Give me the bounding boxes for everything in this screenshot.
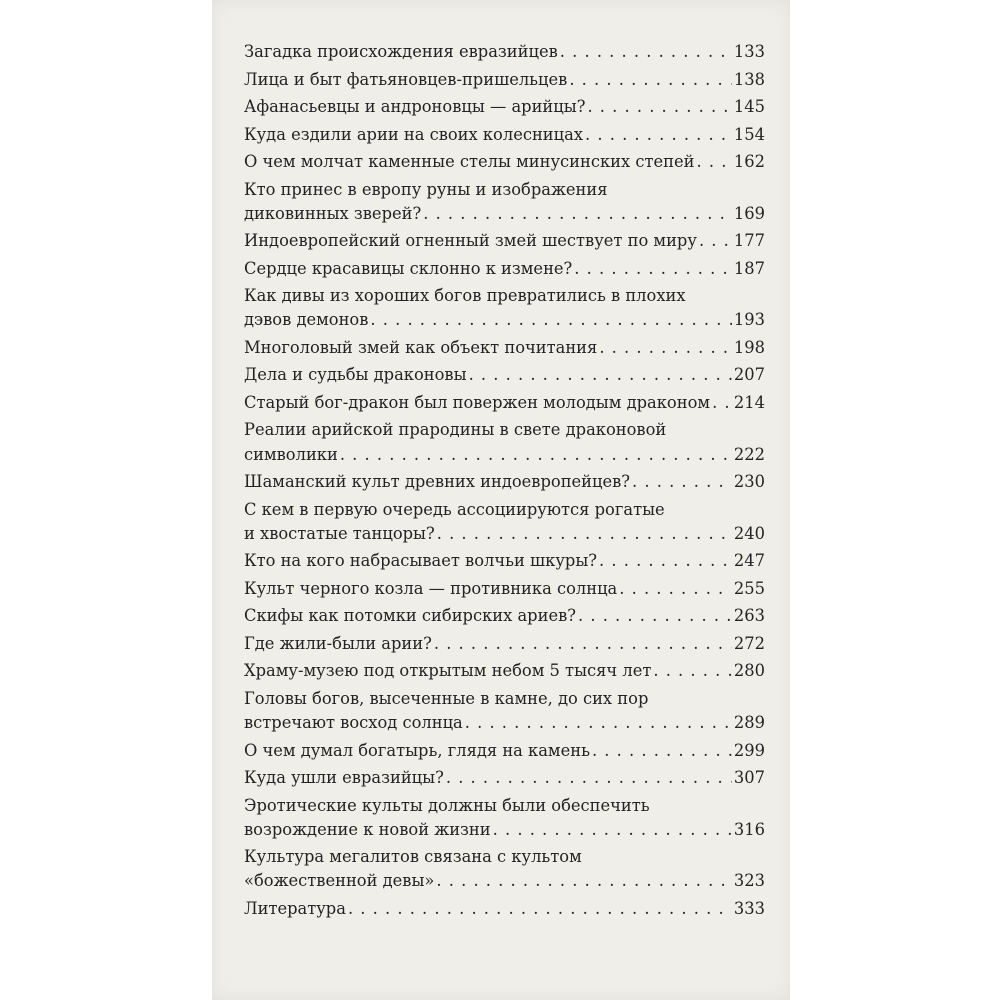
toc-entry [244,418,765,466]
toc-entry-title-line1: Культура мегалитов связана с культом [244,847,582,867]
dot-leader [699,229,732,253]
toc-entry [244,95,765,119]
toc-entry [244,794,765,842]
toc-entry-title-line1: Эротические культы должны были обеспечить [244,795,650,815]
toc-page-number: 133 [733,42,765,61]
toc-entry-title: и хвостатые танцоры? [244,523,435,543]
dot-leader [712,391,732,415]
toc-page-number: 289 [733,713,765,733]
toc-page-number: 316 [733,819,765,839]
toc-entry-title: Культ черного козла — противника солнца [244,578,618,598]
toc-page-number: 307 [733,768,765,788]
toc-page-number: 255 [733,578,765,598]
toc-entry [244,391,765,415]
toc-entry-title: Куда ушли евразийцы? [244,768,444,788]
toc-entry-title: «божественной девы» [244,871,435,891]
toc-page-number: 138 [733,69,765,89]
toc-entry-title: Лица и быт фатьяновцев-пришельцев [244,69,568,89]
toc-entry-title: Старый бог-дракон был повержен молодым драконом [244,392,711,412]
toc-page-number: 169 [733,203,765,223]
toc-entry-title: О чем думал богатырь, глядя на камень [244,740,590,760]
toc-page-number: 154 [733,124,765,144]
dot-leader [348,897,732,921]
toc-entry-title-line1: Головы богов, высеченные в камне, до сих пор [244,688,649,708]
toc-entry-title: Где жили-были арии? [244,633,432,653]
toc-entry [244,845,765,893]
toc-entry-title: Шаманский культ древних индоевропейцев? [244,472,631,492]
toc-page-number: 214 [733,392,765,412]
table-of-contents [244,40,765,924]
dot-leader [423,202,732,226]
dot-leader [437,522,732,546]
toc-entry [244,150,765,174]
toc-entry [244,229,765,253]
toc-entry-title: Сердце красавицы склонно к измене? [244,258,573,278]
dot-leader [592,739,732,763]
dot-leader [465,711,732,735]
toc-entry [244,766,765,790]
toc-entry [244,687,765,735]
toc-page-number: 247 [733,551,765,571]
toc-entry [244,257,765,281]
dot-leader [587,95,731,119]
toc-page-number: 240 [733,523,765,543]
toc-page-number: 193 [733,310,765,330]
toc-entry-title: символики [244,444,338,464]
dot-leader [632,470,732,494]
dot-leader [697,150,732,174]
dot-leader [619,577,732,601]
toc-entry-title-line1: Реалии арийской прародины в свете драконовой [244,420,667,440]
dot-leader [569,68,732,92]
toc-entry-title: возрождение к новой жизни [244,819,491,839]
dot-leader [370,308,732,332]
dot-leader [599,336,732,360]
dot-leader [446,766,732,790]
toc-entry [244,632,765,656]
toc-page-number: 333 [733,898,765,918]
toc-page-number: 145 [733,97,765,116]
dot-leader [436,869,732,893]
dot-leader [493,818,732,842]
toc-entry [244,123,765,147]
toc-entry [244,604,765,628]
dot-leader [574,257,732,281]
toc-page-number: 280 [733,661,765,681]
toc-entry [244,470,765,494]
toc-page-number: 198 [733,337,765,357]
toc-entry-title: Скифы как потомки сибирских ариев? [244,606,576,626]
toc-entry [244,498,765,546]
toc-entry [244,897,765,921]
dot-leader [653,659,732,683]
toc-page-number: 222 [733,444,765,464]
toc-entry [244,363,765,387]
toc-page-number: 323 [733,871,765,891]
toc-entry [244,284,765,332]
toc-entry-title: Дела и судьбы драконовы [244,365,467,385]
toc-entry-title: Кто на кого набрасывает волчьи шкуры? [244,551,598,571]
toc-entry-title: встречают восход солнца [244,713,463,733]
toc-entry-title: Многоловый змей как объект почитания [244,337,598,357]
dot-leader [599,549,732,573]
toc-entry [244,336,765,360]
toc-page-number: 272 [733,633,765,653]
toc-entry-title: диковинных зверей? [244,203,422,223]
toc-entry-title: О чем молчат каменные стелы минусинских степей [244,152,695,171]
toc-page-number: 207 [733,365,765,385]
toc-entry-title: Литература [244,898,346,918]
toc-entry [244,659,765,683]
toc-page-number: 162 [733,152,765,171]
dot-leader [578,604,732,628]
toc-entry-title-line1: Кто принес в европу руны и изображения [244,179,608,199]
toc-page-number: 177 [733,231,765,251]
toc-entry [244,68,765,92]
toc-entry-title: Индоевропейский огненный змей шествует по миру [244,231,697,251]
toc-page-number: 299 [733,740,765,760]
toc-entry [244,40,765,64]
toc-entry-title-line1: С кем в первую очередь ассоциируются рогатые [244,499,665,519]
toc-page-number: 187 [733,258,765,278]
dot-leader [560,40,732,64]
dot-leader [585,123,732,147]
toc-entry-title-line1: Как дивы из хороших богов превратились в плохих [244,286,686,306]
toc-entry [244,577,765,601]
toc-entry-title: дэвов демонов [244,310,369,330]
toc-entry-title: Храму-музею под открытым небом 5 тысяч лет [244,661,652,681]
toc-entry [244,739,765,763]
dot-leader [469,363,732,387]
toc-entry-title: Афанасьевцы и андроновцы — арийцы? [244,97,586,116]
toc-entry-title: Загадка происхождения евразийцев [244,42,558,61]
dot-leader [340,443,732,467]
toc-page-number: 230 [733,472,765,492]
toc-page-number: 263 [733,606,765,626]
dot-leader [434,632,732,656]
toc-entry-title: Куда ездили арии на своих колесницах [244,124,584,144]
toc-entry [244,549,765,573]
toc-entry [244,178,765,226]
